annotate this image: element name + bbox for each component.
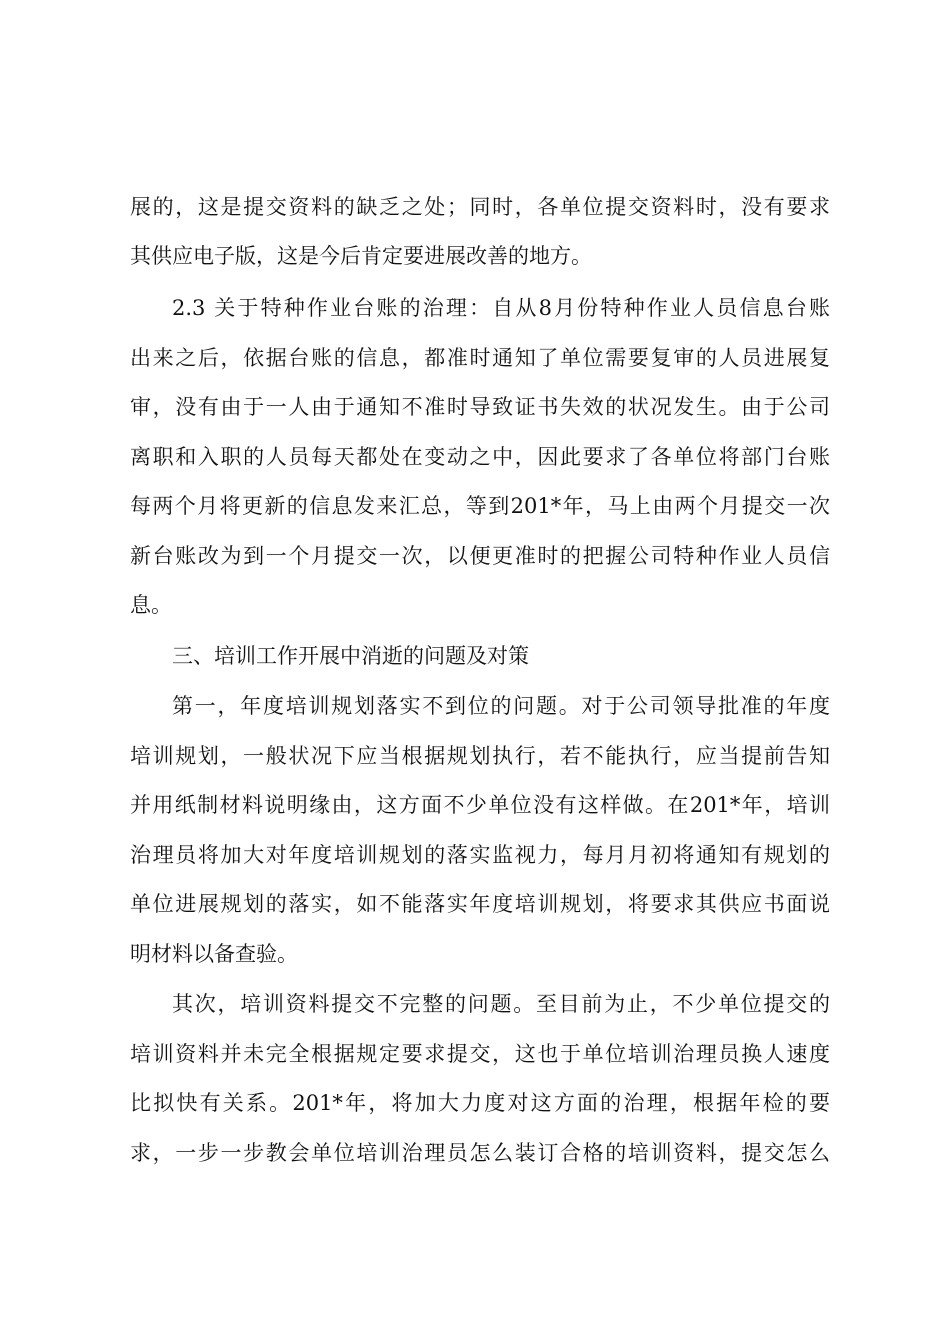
text-line: 每两个月将更新的信息发来汇总，等到201*年，马上由两个月提交一次 — [130, 494, 830, 518]
text-line: 明材料以备查验。 — [130, 942, 298, 966]
text-line: 治理员将加大对年度培训规划的落实监视力，每月月初将通知有规划的 — [130, 843, 830, 867]
text-line: 2.3 关于特种作业台账的治理：自从8月份特种作业人员信息台账 — [172, 296, 830, 320]
text-line: 比拟快有关系。201*年，将加大力度对这方面的治理，根据年检的要 — [130, 1091, 830, 1115]
text-line: 其次，培训资料提交不完整的问题。至目前为止，不少单位提交的 — [172, 992, 830, 1016]
text-line: 息。 — [130, 593, 172, 617]
text-line: 新台账改为到一个月提交一次，以便更准时的把握公司特种作业人员信 — [130, 544, 830, 568]
text-line: 第一，年度培训规划落实不到位的问题。对于公司领导批准的年度 — [172, 694, 830, 718]
text-line: 单位进展规划的落实，如不能落实年度培训规划，将要求其供应书面说 — [130, 892, 830, 916]
text-line: 并用纸制材料说明缘由，这方面不少单位没有这样做。在201*年，培训 — [130, 793, 830, 817]
section-heading: 三、培训工作开展中消逝的问题及对策 — [172, 644, 529, 668]
text-line: 审，没有由于一人由于通知不准时导致证书失效的状况发生。由于公司 — [130, 395, 830, 419]
text-line: 培训资料并未完全根据规定要求提交，这也于单位培训治理员换人速度 — [130, 1042, 830, 1066]
text-line: 其供应电子版，这是今后肯定要进展改善的地方。 — [130, 244, 592, 268]
text-line: 出来之后，依据台账的信息，都准时通知了单位需要复审的人员进展复 — [130, 346, 830, 370]
text-line: 展的，这是提交资料的缺乏之处；同时，各单位提交资料时，没有要求 — [130, 195, 830, 219]
text-line: 离职和入职的人员每天都处在变动之中，因此要求了各单位将部门台账 — [130, 445, 830, 469]
text-line: 求，一步一步教会单位培训治理员怎么装订合格的培训资料，提交怎么 — [130, 1141, 830, 1165]
text-line: 培训规划，一般状况下应当根据规划执行，若不能执行，应当提前告知 — [130, 744, 830, 768]
